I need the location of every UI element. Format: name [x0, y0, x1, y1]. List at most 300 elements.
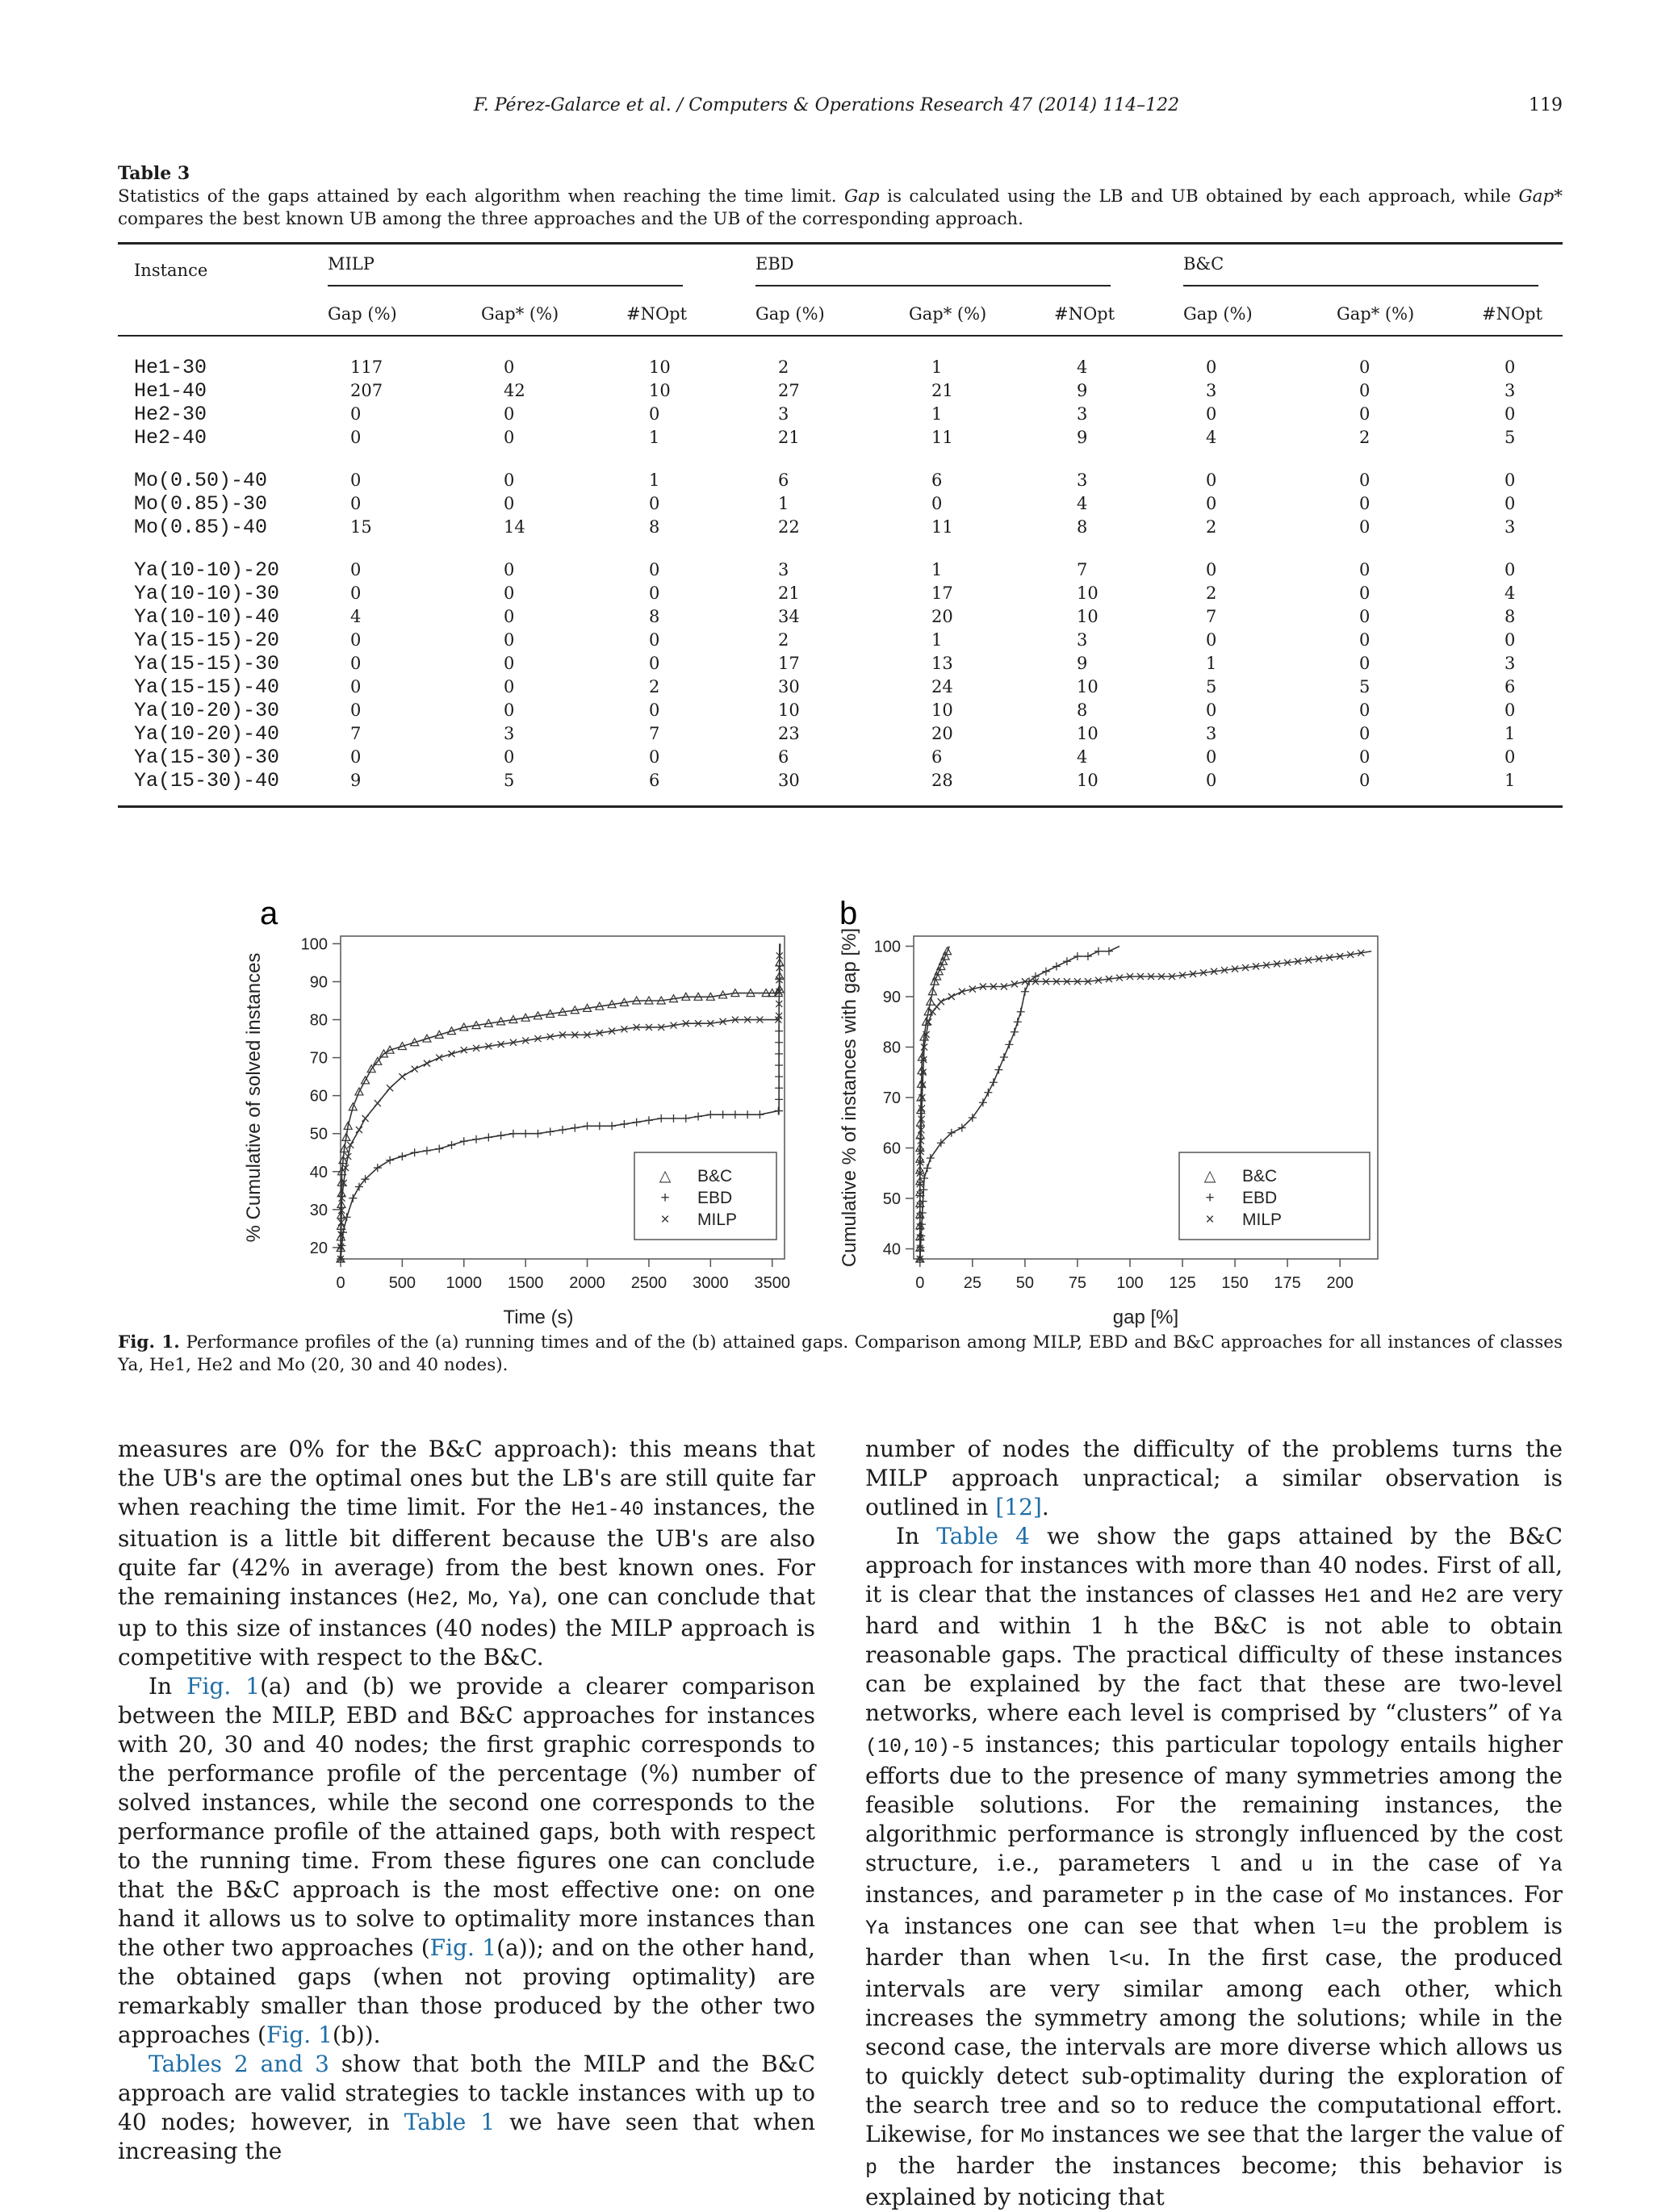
table-cell: 0: [350, 630, 362, 650]
series-point-ebd: [497, 1131, 505, 1139]
table-cell: 0: [1359, 700, 1371, 720]
x-tick-label: 75: [1068, 1274, 1087, 1292]
series-point-ebd: [349, 1194, 357, 1202]
table-cell: 1: [931, 560, 943, 579]
legend-entry: EBD: [1242, 1189, 1278, 1207]
table-cell: 3: [1206, 381, 1217, 400]
group-header-milp: MILP: [328, 254, 683, 286]
series-point-ebd: [927, 1154, 935, 1162]
table-cell: 20: [931, 724, 953, 743]
table-cell: 4: [1206, 428, 1217, 447]
table-cell: 27: [778, 381, 800, 400]
table-cell: 0: [649, 560, 660, 579]
table-cell: 0: [350, 700, 362, 720]
table-row: [118, 516, 1563, 539]
table-cell: 0: [504, 583, 515, 603]
table-cell: 10: [1077, 583, 1099, 603]
instance-name: Ya(15-15)-40: [134, 675, 280, 699]
series-point-ebd: [633, 1119, 641, 1127]
table-cell: 0: [1359, 381, 1371, 400]
series-point-ebd: [645, 1116, 653, 1124]
code-term: He1-40: [571, 1498, 644, 1521]
table-cell: 0: [350, 654, 362, 673]
table-cell: 6: [1504, 677, 1516, 696]
page-number: 119: [1529, 95, 1563, 115]
y-tick-label: 100: [300, 935, 328, 954]
table-cell: 9: [1077, 654, 1088, 673]
table-cell: 0: [649, 700, 660, 720]
legend-entry: MILP: [697, 1211, 738, 1229]
x-tick-label: 3500: [754, 1274, 790, 1292]
table-row: [118, 746, 1563, 769]
instance-name: Ya(15-30)-40: [134, 769, 280, 792]
y-tick-label: 90: [309, 973, 328, 992]
series-point-ebd: [923, 1165, 931, 1173]
series-point-ebd: [670, 1114, 678, 1123]
cross-reference-link[interactable]: [12]: [995, 1494, 1042, 1520]
instance-header: Instance: [134, 261, 208, 280]
series-point-ebd: [1014, 1018, 1022, 1026]
table-cell: 0: [1359, 724, 1371, 743]
table-cell: 11: [931, 517, 953, 537]
series-point-ebd: [1073, 952, 1082, 960]
table-cell: 42: [504, 381, 525, 400]
table-row: [118, 699, 1563, 722]
code-term: p: [1172, 1885, 1185, 1909]
table-cell: 0: [504, 700, 515, 720]
table-cell: 8: [1077, 517, 1088, 537]
text-run: instances, the situation is a little bit different because the UB's are also quite far (42% in average) from the best known ones. For the remaining instances (: [118, 1494, 816, 1610]
legend-entry: B&C: [697, 1167, 733, 1185]
table-cell: 34: [778, 607, 800, 626]
text-run: we have seen that when increasing the: [118, 2109, 816, 2164]
series-point-milp: [424, 1060, 430, 1067]
caption-gapstar-term: Gap*: [1518, 186, 1563, 207]
table-cell: 2: [778, 630, 789, 650]
table-cell: 0: [649, 494, 660, 513]
series-point-ebd: [775, 1095, 783, 1103]
paragraph: [865, 1522, 1563, 2212]
series-point-ebd: [731, 1110, 739, 1119]
series-point-ebd: [920, 1174, 928, 1182]
table-row: [118, 403, 1563, 426]
y-axis-label: Cumulative % of instances with gap [%]: [839, 927, 860, 1268]
series-point-milp: [399, 1073, 405, 1080]
series-point-ebd: [398, 1152, 406, 1160]
table-cell: 2: [649, 677, 660, 696]
table-cell: 7: [350, 724, 362, 743]
table-cell: 22: [778, 517, 800, 537]
table-cell: 0: [350, 404, 362, 424]
table-cell: 10: [1077, 677, 1099, 696]
table-cell: 21: [931, 381, 953, 400]
table-row: [118, 492, 1563, 516]
table-row: [118, 582, 1563, 605]
table-cell: 0: [1206, 404, 1217, 424]
instance-name: Ya(10-10)-40: [134, 605, 280, 629]
table-cell: 3: [1077, 470, 1088, 490]
table-cell: 23: [778, 724, 800, 743]
table-row: [118, 675, 1563, 699]
table-cell: 0: [1504, 470, 1516, 490]
y-tick-label: 60: [882, 1139, 901, 1158]
series-point-ebd: [775, 1106, 783, 1114]
code-term: He1: [1324, 1585, 1361, 1608]
legend-marker: +: [660, 1190, 670, 1206]
series-point-ebd: [448, 1141, 456, 1149]
text-run: ,: [492, 1583, 508, 1610]
series-point-milp: [387, 1085, 393, 1091]
table-cell: 0: [1359, 470, 1371, 490]
legend-marker: +: [1205, 1190, 1215, 1206]
text-run: instances we see that the larger the value of: [1044, 2121, 1563, 2147]
table-row: [118, 469, 1563, 492]
table-cell: 28: [931, 771, 953, 790]
table-cell: 0: [504, 677, 515, 696]
subheader-cell: Gap* (%): [481, 295, 626, 336]
x-axis-label: Time (s): [503, 1307, 574, 1328]
code-term: He2: [1421, 1585, 1458, 1608]
text-run: and: [1220, 1850, 1301, 1876]
table-cell: 0: [1206, 771, 1217, 790]
table-cell: 0: [1359, 630, 1371, 650]
text-run: instances. For: [1388, 1881, 1563, 1908]
text-run: instances, and parameter: [865, 1881, 1173, 1908]
text-run: the problem is harder than when: [865, 1913, 1563, 1971]
table-cell: 0: [504, 428, 515, 447]
table-cell: 20: [931, 607, 953, 626]
group-header-ebd: EBD: [755, 254, 1111, 286]
series-line-bc: [920, 947, 949, 1260]
x-tick-label: 1500: [507, 1274, 544, 1292]
gap-statistics-table: [118, 242, 1563, 808]
series-point-ebd: [919, 1185, 927, 1194]
text-run: (a)); and on the other hand, the obtained gaps (when not proving optimality) are remarkably smaller than those produced by the other two approaches (: [118, 1934, 816, 2048]
table-cell: 10: [778, 700, 800, 720]
table-cell: 0: [350, 470, 362, 490]
table-cell: 3: [778, 404, 789, 424]
table-cell: 3: [1077, 630, 1088, 650]
table-cell: 1: [1504, 771, 1516, 790]
table-cell: 4: [1504, 583, 1516, 603]
table-cell: 0: [504, 560, 515, 579]
x-tick-label: 200: [1326, 1274, 1354, 1292]
table-cell: 0: [504, 747, 515, 767]
table-cell: 2: [778, 358, 789, 377]
series-point-ebd: [386, 1156, 394, 1165]
y-tick-label: 70: [309, 1049, 328, 1068]
table-cell: 0: [1504, 404, 1516, 424]
table-cell: 0: [504, 494, 515, 513]
code-term: l<u: [1107, 1948, 1144, 1972]
table-cell: 0: [1359, 494, 1371, 513]
table-row: [118, 629, 1563, 652]
table-cell: 0: [504, 654, 515, 673]
legend-entry: B&C: [1242, 1167, 1278, 1185]
series-point-ebd: [775, 1027, 783, 1035]
figure-caption: [118, 1332, 1563, 1377]
table-cell: 15: [350, 517, 372, 537]
cross-reference-link[interactable]: Table 4: [936, 1523, 1030, 1549]
series-point-ebd: [979, 1098, 987, 1106]
table-cell: 6: [778, 747, 789, 767]
cross-reference-link[interactable]: Fig. 1: [266, 2022, 333, 2048]
table-cell: 0: [931, 494, 943, 513]
series-point-ebd: [423, 1147, 431, 1155]
text-run: ), one can conclude that up to this size of instances (40 nodes) the MILP approach is competitive with respect to the B&C.: [118, 1583, 815, 1670]
legend-marker: △: [1203, 1168, 1216, 1185]
table-cell: 8: [1077, 700, 1088, 720]
table-cell: 6: [649, 771, 660, 790]
series-point-ebd: [706, 1110, 714, 1119]
y-tick-label: 20: [309, 1239, 328, 1257]
x-axis-label: gap [%]: [1112, 1307, 1179, 1328]
table-cell: 10: [931, 700, 953, 720]
series-point-ebd: [984, 1089, 992, 1097]
table-cell: 3: [1504, 654, 1516, 673]
x-tick-label: 0: [336, 1274, 345, 1292]
text-run: and: [1360, 1581, 1421, 1608]
subheader-cell: Gap* (%): [909, 295, 1054, 336]
table-cell: 0: [1206, 700, 1217, 720]
series-point-ebd: [584, 1122, 592, 1130]
table-cell: 0: [1359, 583, 1371, 603]
subheader-cell: Gap* (%): [1337, 295, 1482, 336]
text-run: (a) and (b) we provide a clearer comparison between the MILP, EBD and B&C approaches for instances with 20, 30 and 40 nodes; the first graphic corresponds to the performance profile of the percentage (%) number of solved instances, while the second one corresponds to the performance profile of the attained gaps, both with respect to the running time. From these figures one can conclude that the B&C approach is the most effective one: on one hand it allows us to solve to optimality more instances than the other two approaches (: [118, 1673, 816, 1961]
table-cell: 0: [649, 404, 660, 424]
code-term: Mo: [1364, 1885, 1389, 1909]
series-point-ebd: [534, 1130, 542, 1138]
table-cell: 21: [778, 428, 800, 447]
table-cell: 7: [649, 724, 660, 743]
table-cell: 9: [1077, 428, 1088, 447]
table-cell: 5: [1359, 677, 1371, 696]
instance-name: Ya(10-20)-30: [134, 699, 280, 722]
caption-part: is calculated using the LB and UB obtained by each approach, while: [879, 186, 1519, 207]
series-point-ebd: [1000, 1053, 1008, 1061]
chart-panel-b: [839, 896, 1378, 1328]
table-row: [118, 379, 1563, 403]
text-run: are very hard and within 1 h the B&C is not able to obtain reasonable gaps. The practical difficulty of these instances can be explained by the fact that these are two-level networks, where each level is comprised by “clusters” of: [865, 1581, 1563, 1726]
table-cell: 10: [649, 358, 671, 377]
cross-reference-link[interactable]: Tables 2 and 3: [149, 2051, 329, 2077]
table-cell: 0: [1206, 560, 1217, 579]
code-term: Mo: [467, 1587, 492, 1611]
y-tick-label: 80: [309, 1011, 328, 1030]
table-cell: 0: [350, 428, 362, 447]
table-cell: 0: [504, 630, 515, 650]
series-point-ebd: [1042, 968, 1050, 976]
series-point-ebd: [1105, 947, 1113, 955]
body-column-left: [118, 1435, 815, 2166]
table-cell: 0: [350, 583, 362, 603]
table-cell: 0: [649, 654, 660, 673]
code-term: u: [1300, 1854, 1313, 1877]
cross-reference-link[interactable]: Fig. 1: [186, 1673, 261, 1700]
table-cell: 0: [1359, 404, 1371, 424]
cross-reference-link[interactable]: Fig. 1: [429, 1934, 497, 1961]
series-point-ebd: [571, 1124, 579, 1132]
series-point-milp: [449, 1051, 455, 1057]
y-tick-label: 50: [309, 1125, 328, 1144]
series-point-ebd: [435, 1145, 443, 1153]
text-run: we show the gaps attained by the B&C approach for instances with more than 40 nodes. First of all, it is clear that the instances of classes: [865, 1523, 1563, 1608]
table-cell: 10: [1077, 607, 1099, 626]
x-tick-label: 175: [1274, 1274, 1301, 1292]
table-cell: 10: [649, 381, 671, 400]
x-tick-label: 50: [1015, 1274, 1035, 1292]
table-cell: 0: [504, 358, 515, 377]
table-row: [118, 426, 1563, 450]
panel-label: a: [260, 896, 278, 931]
table-cell: 0: [1206, 747, 1217, 767]
instance-name: He2-30: [134, 403, 207, 426]
table-cell: 8: [649, 607, 660, 626]
text-run: . In the first case, the produced intervals are very similar among each other, which increases the symmetry among the solutions; while in the second case, the intervals are more diverse which allows us to quickly detect sub-optimality during the exploration of the search tree and so to reduce the computational effort. Likewise, for: [865, 1944, 1563, 2147]
series-point-ebd: [1021, 988, 1029, 996]
series-point-ebd: [682, 1114, 690, 1123]
table-cell: 4: [1077, 358, 1088, 377]
table-cell: 2: [1206, 583, 1217, 603]
paragraph: [865, 1435, 1563, 1522]
subheader-cell: Gap (%): [328, 295, 481, 336]
table-cell: 0: [350, 677, 362, 696]
table-cell: 0: [1504, 560, 1516, 579]
table-cell: 30: [778, 677, 800, 696]
series-point-ebd: [1063, 957, 1071, 965]
table-cell: 0: [1359, 771, 1371, 790]
table-cell: 0: [504, 404, 515, 424]
table-cell: 11: [931, 428, 953, 447]
instance-name: He1-30: [134, 356, 207, 379]
caption-gap-term: Gap: [843, 186, 880, 207]
series-point-ebd: [775, 1050, 783, 1058]
x-tick-label: 100: [1116, 1274, 1144, 1292]
series-point-milp: [412, 1066, 418, 1073]
y-tick-label: 30: [309, 1201, 328, 1219]
table-cell: 1: [931, 404, 943, 424]
series-point-ebd: [994, 1066, 1002, 1074]
table-cell: 6: [778, 470, 789, 490]
table-cell: 3: [1206, 724, 1217, 743]
text-run: instances; this particular topology entails higher efforts due to the presence of many symmetries among the feasible solutions. For the remaining instances, the algorithmic performance is strongly influenced by the cost structure, i.e., parameters: [865, 1731, 1563, 1876]
series-point-ebd: [509, 1130, 517, 1138]
text-run: number of nodes the difficulty of the problems turns the MILP approach unpractical; a similar observation is outlined in: [865, 1436, 1563, 1520]
instance-name: Ya(10-10)-20: [134, 558, 280, 582]
y-tick-label: 100: [873, 938, 901, 956]
x-tick-label: 125: [1169, 1274, 1196, 1292]
series-point-ebd: [694, 1113, 702, 1121]
table-cell: 4: [1077, 494, 1088, 513]
table-cell: 3: [504, 724, 515, 743]
instance-name: Ya(10-10)-30: [134, 582, 280, 605]
table-cell: 8: [649, 517, 660, 537]
paragraph: [118, 1435, 815, 1672]
instance-name: Ya(10-20)-40: [134, 722, 280, 746]
table-cell: 0: [1504, 630, 1516, 650]
table-cell: 9: [1077, 381, 1088, 400]
table-row: [118, 769, 1563, 792]
paragraph: [118, 2050, 815, 2166]
series-point-ebd: [657, 1114, 665, 1123]
table-cell: 0: [649, 583, 660, 603]
figure-caption-label: Fig. 1.: [118, 1332, 180, 1353]
code-term: l=u: [1330, 1917, 1367, 1940]
y-axis-label: % Cumulative of solved instances: [243, 952, 265, 1243]
table-cell: 0: [1359, 654, 1371, 673]
table-cell: 3: [1077, 404, 1088, 424]
series-point-ebd: [1005, 1040, 1013, 1048]
y-tick-label: 70: [882, 1089, 901, 1107]
series-point-ebd: [775, 1039, 783, 1047]
table-cell: 0: [1504, 700, 1516, 720]
table-cell: 9: [350, 771, 362, 790]
table-cell: 0: [1206, 630, 1217, 650]
series-point-ebd: [1017, 1008, 1025, 1016]
table-cell: 0: [504, 607, 515, 626]
table-cell: 0: [1206, 470, 1217, 490]
series-point-ebd: [596, 1122, 604, 1130]
x-tick-label: 0: [915, 1274, 925, 1292]
table-row: [118, 605, 1563, 629]
text-run: .: [1041, 1494, 1049, 1520]
cross-reference-link[interactable]: Table 1: [404, 2109, 496, 2135]
instance-name: Ya(15-15)-30: [134, 652, 280, 675]
table-cell: 5: [1504, 428, 1516, 447]
series-point-ebd: [755, 1110, 764, 1119]
instance-name: Ya(15-15)-20: [134, 629, 280, 652]
table-cell: 4: [1077, 747, 1088, 767]
series-point-milp: [948, 993, 955, 1000]
y-tick-label: 40: [882, 1240, 901, 1259]
x-tick-label: 2000: [569, 1274, 605, 1292]
table-cell: 6: [931, 747, 943, 767]
table-cell: 10: [1077, 771, 1099, 790]
table-cell: 0: [1359, 358, 1371, 377]
series-point-ebd: [559, 1126, 567, 1134]
series-point-milp: [436, 1055, 442, 1061]
code-term: Mo: [1020, 2125, 1045, 2148]
text-run: in the case of: [1184, 1881, 1365, 1908]
table-cell: 0: [1504, 494, 1516, 513]
instance-name: He2-40: [134, 426, 207, 450]
legend-marker: ×: [1205, 1211, 1215, 1228]
series-point-ebd: [608, 1122, 616, 1130]
table-cell: 0: [649, 630, 660, 650]
x-tick-label: 2500: [630, 1274, 667, 1292]
table-cell: 5: [504, 771, 515, 790]
caption-part: compares the best known UB among the three approaches and the UB of the corresponding approach.: [118, 209, 1023, 229]
instance-name: Ya(15-30)-30: [134, 746, 280, 769]
code-term: p: [865, 2156, 878, 2180]
panel-label: b: [839, 896, 858, 931]
performance-profiles-chart: [0, 880, 1653, 1332]
table-caption: [118, 186, 1563, 231]
table-cell: 7: [1206, 607, 1217, 626]
table-cell: 1: [1504, 724, 1516, 743]
table-cell: 1: [1206, 654, 1217, 673]
table-row: [118, 558, 1563, 582]
table-cell: 3: [1504, 381, 1516, 400]
legend-marker: ×: [660, 1211, 670, 1228]
series-point-ebd: [521, 1130, 529, 1138]
subheader-cell: Gap (%): [755, 295, 909, 336]
table-body: [118, 336, 1563, 807]
subheader-cell: #NOpt: [1054, 295, 1183, 336]
table-cell: 0: [1359, 607, 1371, 626]
series-point-milp: [934, 1004, 940, 1010]
x-tick-label: 150: [1221, 1274, 1249, 1292]
